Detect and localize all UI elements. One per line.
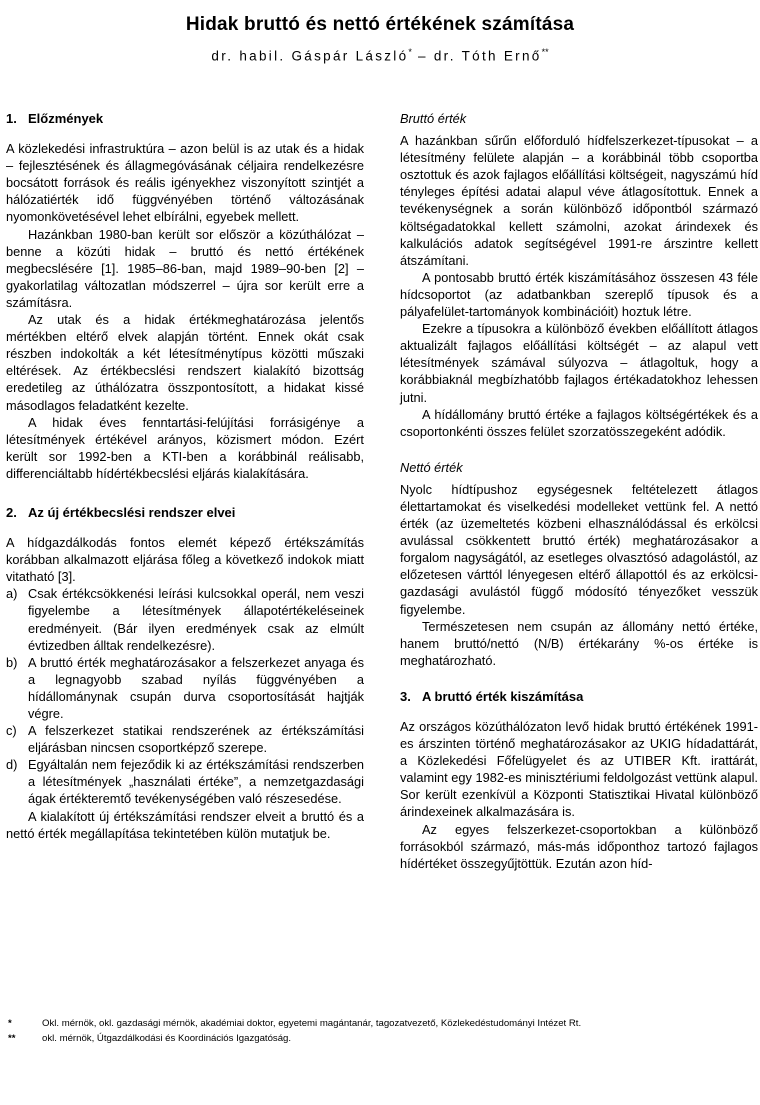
list-item-text: A felszerkezet statikai rendszerének az értékszámítási eljárásban nincsen csoportképző szerepe.	[28, 723, 364, 756]
footnotes	[6, 1016, 756, 1046]
section-2-paragraph-2: A kialakított új értékszámítási rendszer elveit a bruttó és a nettó érték megállapítása tekintetében külön mutatjuk be.	[6, 808, 364, 841]
spacer	[400, 440, 758, 459]
page-title: Hidak bruttó és nettó értékének számítása	[185, 14, 575, 35]
list-item-text: Csak értékcsökkenési leírási kulcsokkal operál, nem veszi figyelembe a létesítmények állapotértékeléseinek eredményeit. (Bár ilyen eredmények csak az elmúlt évtizedben álltak rendelkezésre).	[28, 586, 364, 653]
subheading-net-value: Nettó érték	[400, 459, 463, 475]
list-item	[6, 654, 364, 722]
author-separator: –	[418, 48, 428, 64]
list-item-marker: c)	[6, 723, 17, 739]
list-item-text: A bruttó érték meghatározásakor a felszerkezet anyaga és a legnagyobb szabad nyílás függvényében a hídállománynak csupán durva csoportosítását hajtják végre.	[28, 654, 364, 721]
gross-paragraph-3: Ezekre a típusokra a különböző években előállított átlagos aktualizált fajlagos előállítási költségét – az alapul vett létesítmények számával súlyozva – átlagoltuk, hogy a korábbiaknál megbízhatóbb fajlagos értékadatokhoz lehessen jutni.	[400, 321, 758, 405]
list-item-marker: a)	[6, 586, 18, 602]
section-1-heading	[6, 110, 364, 127]
gross-paragraph-2: A pontosabb bruttó érték kiszámításához összesen 43 féle hídcsoportot (az adatbankban szereplő típusok és a pályafelület-tartományok kombinációit) hoztuk létre.	[400, 269, 758, 320]
footnote-text: Okl. mérnök, okl. gazdasági mérnök, akadémiai doktor, egyetemi magántanár, tagozatvezető, Közlekedéstudományi Intézet Rt.	[42, 1018, 582, 1029]
subheading-gross-value: Bruttó érték	[400, 111, 467, 126]
section-1-paragraph-2: Hazánkban 1980-ban került sor először a közúthálózat – benne a közúti hidak – bruttó és nettó értékének megbecslésére [1]. 1985–86-ban, majd 1989–90-ben [2] – gyakorlatilag változatlan módszerrel – újra sor került erre a számításra.	[6, 226, 364, 310]
section-3-title: A bruttó érték kiszámítása	[422, 688, 584, 704]
footnote	[6, 1016, 756, 1031]
section-1-title: Előzmények	[28, 111, 104, 126]
gross-paragraph-4: A hídállomány bruttó értéke a fajlagos költségértékek és a csoportonkénti összes felület szorzatösszegeként adódik.	[400, 406, 758, 439]
section-2-number: 2.	[6, 504, 17, 520]
section-2-title: Az új értékbecslési rendszer elvei	[28, 504, 236, 520]
footnote-text: okl. mérnök, Útgazdálkodási és Koordinációs Igazgatóság.	[42, 1033, 292, 1044]
author-line	[0, 47, 760, 64]
list-item-marker: b)	[6, 654, 18, 670]
footnote	[6, 1031, 756, 1046]
section-3-paragraph-1: Az országos közúthálózaton levő hidak bruttó értékének 1991-es árszinten történő meghatározásakor az UKIG hídadattárát, a Közlekedési Főfelügyelet és az UTIBER Kft. irattárát, valamint egy 1982-es minisztériumi feldolgozást vettünk alapul. Sor került ezenkívül a Központi Statisztikai Hivatal különböző árindexeinek alkalmazására is.	[400, 719, 758, 820]
list-item	[6, 722, 364, 756]
list-item	[6, 756, 364, 807]
list-item-marker: d)	[6, 757, 18, 773]
author-2: dr. Tóth Ernő	[433, 48, 542, 64]
right-column	[400, 110, 758, 872]
footnote-marker: **	[8, 1033, 16, 1044]
section-3-number: 3.	[400, 688, 411, 704]
author-1: dr. habil. Gáspár László	[211, 48, 409, 64]
spacer	[6, 482, 364, 504]
section-1-paragraph-4: A hidak éves fenntartási-felújítási forrásigénye a létesítmények értékével arányos, közismert módon. Ezért került sor 1992-ben a KTI-ben a korábbinál reálisabb, differenciáltabb hídértékbecslési eljárás kialakítására.	[6, 414, 364, 481]
net-paragraph-1: Nyolc hídtípushoz egységesnek feltételezett átlagos élettartamokat és viselkedési modelleket vettünk fel. A nettó érték (az üzemeltetés közbeni elhasználódással és erkölcsi avulással csökkentett bruttó érték) meghatározásakor a forgalom nagyságától, az esetleges olvasztósó adagolástól, az előzetesen várttól lényegesen eltérő állapottól és az erkölcsi-gazdasági avulástól függő módosító tényezőket vesszük figyelembe.	[400, 481, 758, 617]
list-item	[6, 585, 364, 653]
footnote-marker: *	[8, 1018, 12, 1029]
section-2-heading	[6, 504, 364, 521]
section-3-paragraph-2: Az egyes felszerkezet-csoportokban a különböző forrásokból származó, más-más időponthoz tartozó fajlagos hídértéket összegyűjtöttük. Ezután azon híd-	[400, 821, 758, 871]
reasons-list	[6, 585, 364, 807]
section-2-paragraph-1: A hídgazdálkodás fontos elemét képező értékszámítás korábban alkalmazott eljárása főleg a következő indokok miatt vitatható [3].	[6, 535, 364, 585]
spacer	[400, 669, 758, 688]
section-3-heading	[400, 688, 758, 705]
net-paragraph-2: Természetesen nem csupán az állomány nettó értéke, hanem bruttó/nettó (N/B) értékarány %-os értéke is meghatározható.	[400, 618, 758, 668]
author-1-mark: *	[408, 47, 412, 57]
list-item-text: Egyáltalán nem fejeződik ki az értékszámítási rendszerben a létesítmények „használati értéke”, a nemzetgazdasági ágak értékteremtő tevékenységében való részesedése.	[28, 757, 364, 807]
section-1-paragraph-1: A közlekedési infrastruktúra – azon belül is az utak és a hidak – fejlesztésének és állagmegóvásának céljaira rendelkezésre bocsátott források és reális igényekhez viszonyított szintjét a hálózatiérték idő függvényében történő változásának nyomonkövetésével lehet elbírálni, egyebek mellett.	[6, 141, 364, 225]
left-column	[6, 110, 364, 842]
author-2-mark: **	[541, 47, 549, 57]
gross-paragraph-1: A hazánkban sűrűn előforduló hídfelszerkezet-típusokat – a létesítmény felülete alapján – a korábbinál több csoportba osztottuk és azok fajlagos előállítási költségeit, nagyszámú híd tényleges építési adatai alapul véve átlagosítottuk. Ennek a tevékenységnek a során különböző időpontból származó költségadatokkal kellett számolni, azokat árindexek és kalkulációs adatok segítségével 1991-re árszintre kellett átszámítani.	[400, 133, 758, 268]
section-1-paragraph-3: Az utak és a hidak értékmeghatározása jelentős mértékben eltérő elvek alapján történt. Ennek okát csak részben indokolták a két létesítménytípus közötti műszaki eltérések. Az értékbecslési rendszert kialakító bizottság eredetileg az úthálózatra összpontosított, a hidakat kissé másodlagos feladatként kezelte.	[6, 312, 364, 413]
section-1-number: 1.	[6, 111, 17, 126]
